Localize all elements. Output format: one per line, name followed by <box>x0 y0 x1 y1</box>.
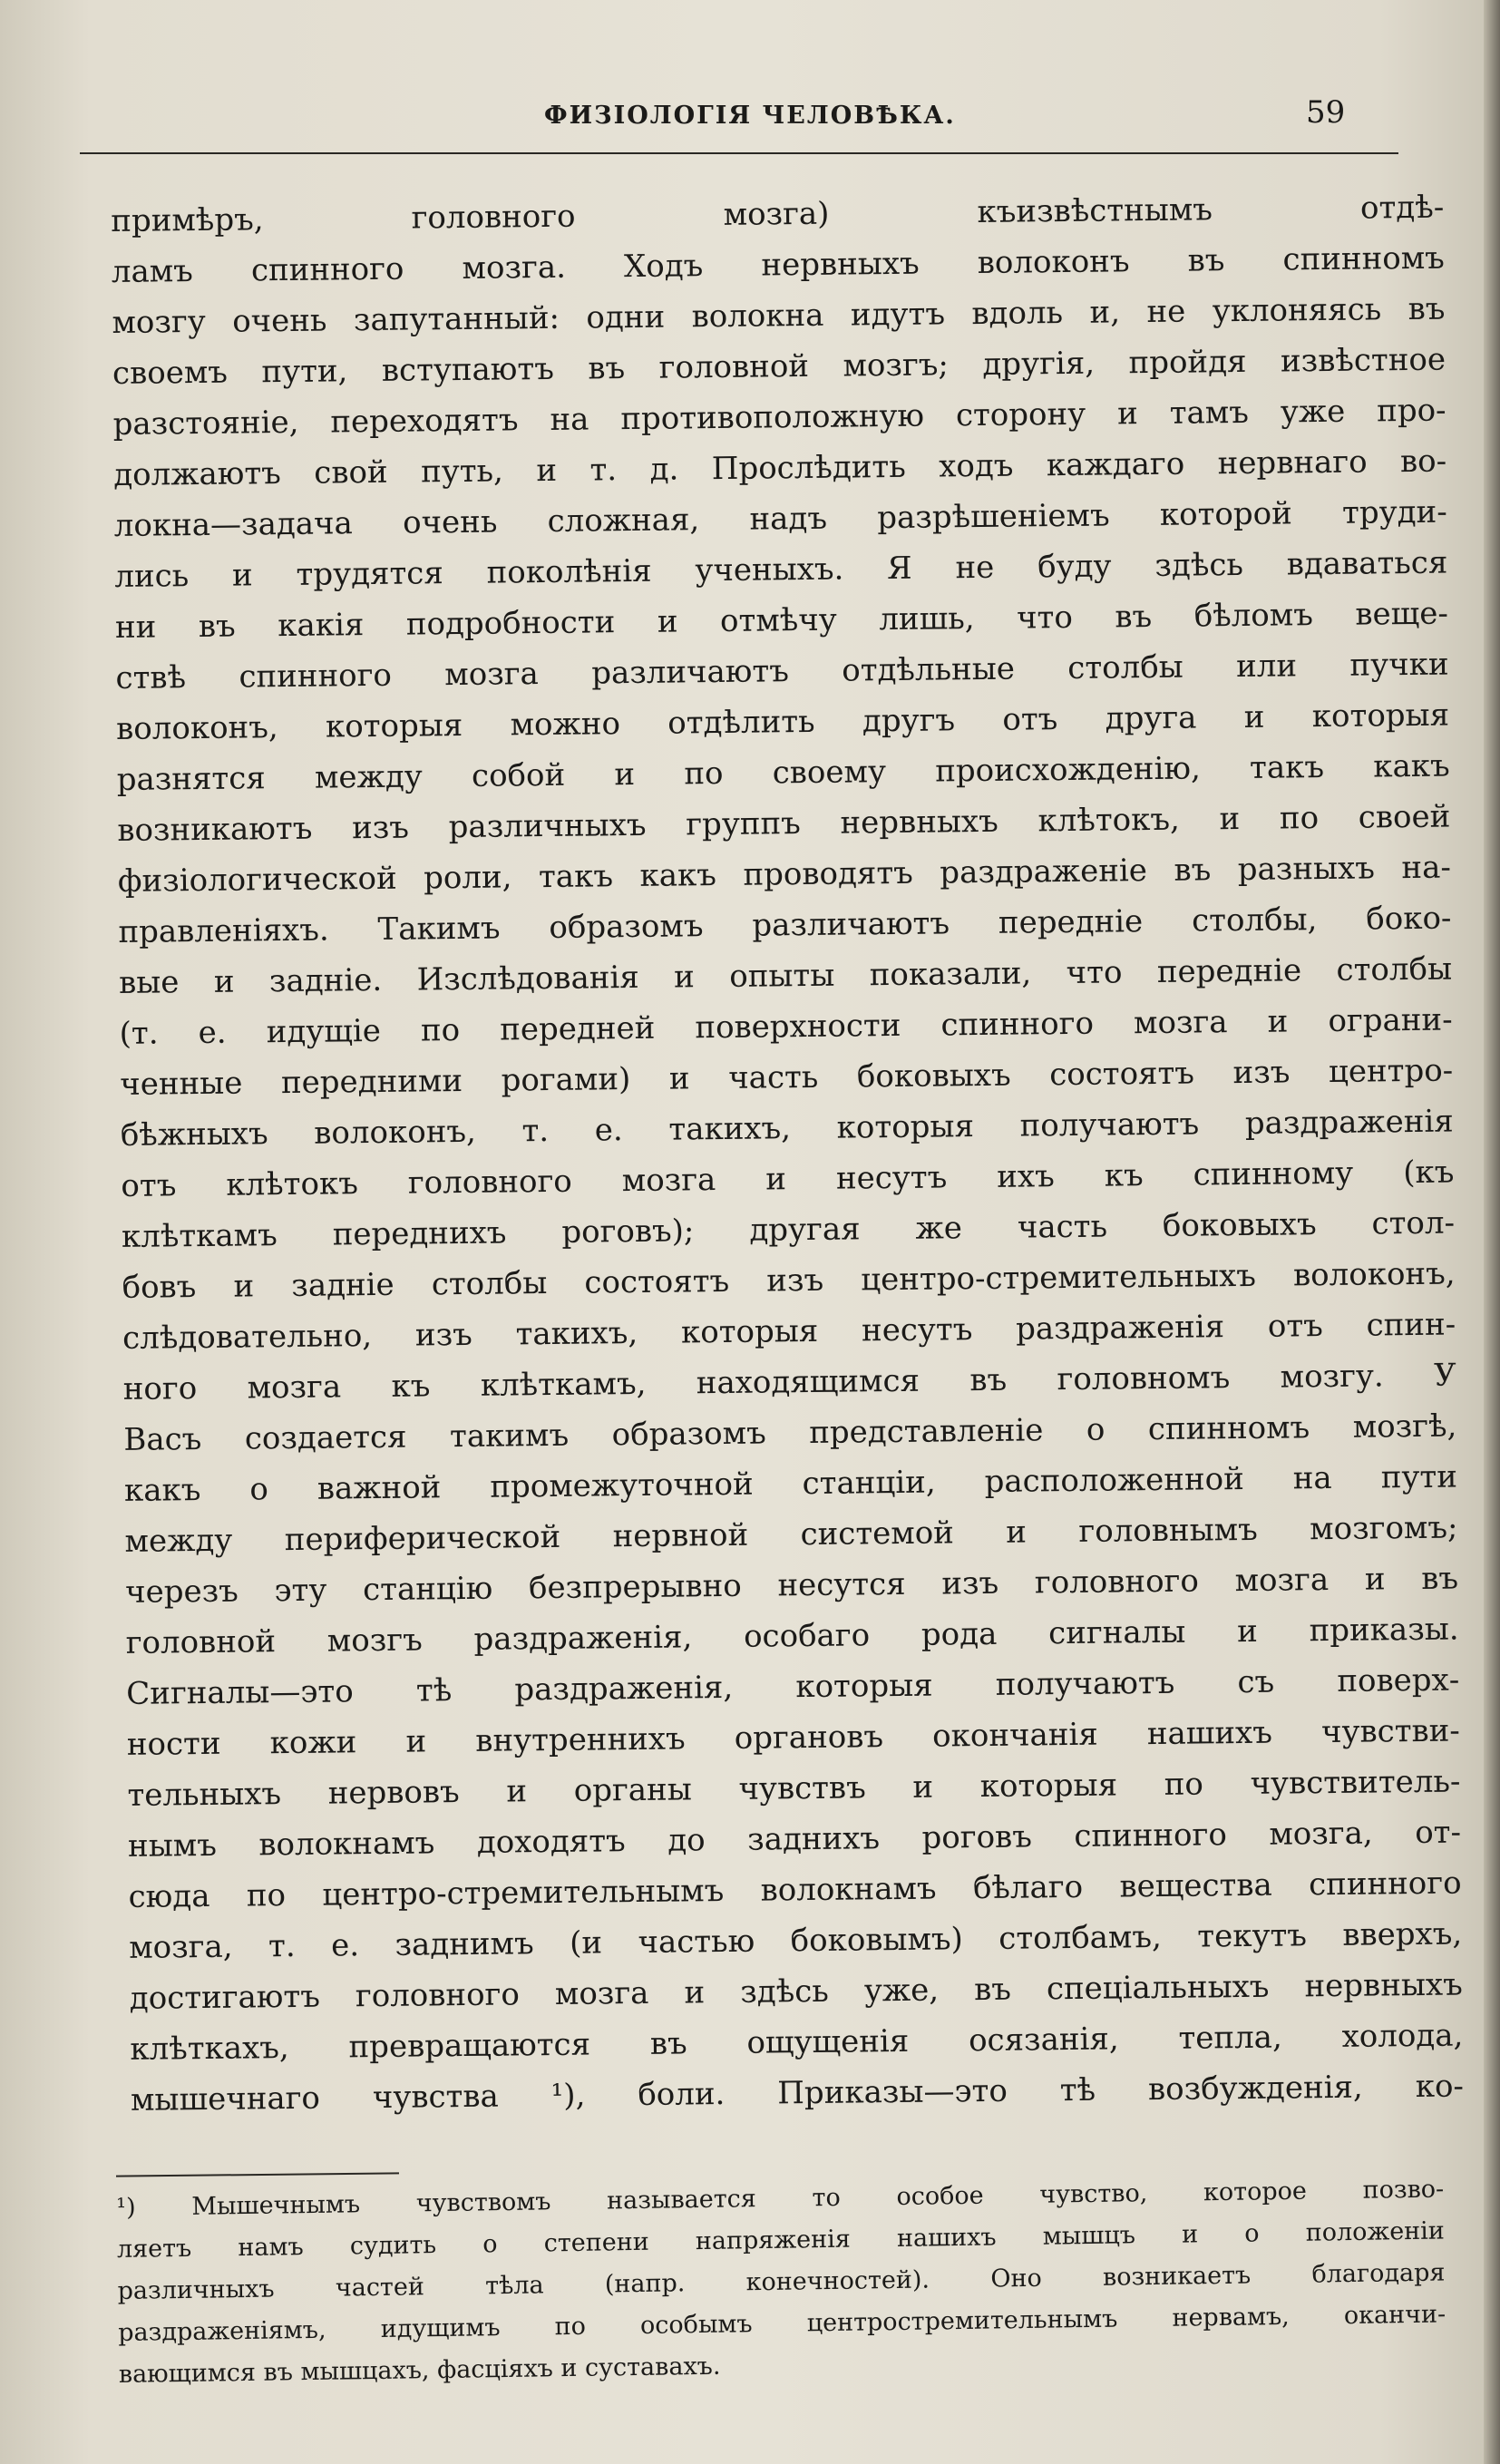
text-line: (т. е. идущіе по передней поверхности спинного мозга и ограни- <box>119 1001 1453 1052</box>
text-line: какъ о важной промежуточной станціи, расположенной на пути <box>123 1458 1458 1509</box>
text-line: нымъ волокнамъ доходятъ до заднихъ роговъ спинного мозга, от- <box>127 1814 1462 1865</box>
text-line: вые и задніе. Изслѣдованія и опыты показали, что передніе столбы <box>118 950 1453 1001</box>
footnote-line: различныхъ частей тѣла (напр. конечностей). Оно возникаетъ благодаря <box>117 2258 1446 2305</box>
text-line: мозга, т. е. заднимъ (и частью боковымъ) столбамъ, текутъ вверхъ, <box>129 1915 1463 1966</box>
text-line: черезъ эту станцію безпрерывно несутся изъ головного мозга и въ <box>124 1560 1459 1611</box>
text-line: ности кожи и внутреннихъ органовъ окончанія нашихъ чувстви- <box>126 1712 1461 1763</box>
text-line: клѣткахъ, превращаются въ ощущенія осязанія, тепла, холода, <box>130 2017 1464 2068</box>
text-line: лись и трудятся поколѣнія ученыхъ. Я не буду здѣсь вдаваться <box>114 544 1448 595</box>
text-line: разнятся между собой и по своему происхожденію, такъ какъ <box>116 747 1450 798</box>
text-line: физіологической роли, такъ какъ проводятъ раздраженіе въ разныхъ на- <box>117 849 1452 900</box>
text-line: клѣткамъ переднихъ роговъ); другая же часть боковыхъ стол- <box>121 1204 1456 1255</box>
text-line: мозгу очень запутанный: одни волокна идутъ вдоль и, не уклоняясь въ <box>112 290 1446 341</box>
text-line: ченные передними рогами) и часть боковыхъ состоятъ изъ центро- <box>120 1052 1454 1103</box>
text-line: тельныхъ нервовъ и органы чувствъ и которыя по чувствитель- <box>127 1763 1461 1814</box>
footnote-line: ляетъ намъ судить о степени напряженія нашихъ мышцъ и о положеніи <box>116 2216 1446 2264</box>
text-line: бовъ и задніе столбы состоятъ изъ центро-стремительныхъ волоконъ, <box>122 1255 1456 1306</box>
text-line: правленіяхъ. Такимъ образомъ различаютъ передніе столбы, боко- <box>118 900 1452 950</box>
running-title: ФИЗІОЛОГІЯ ЧЕЛОВѢКА. <box>544 102 956 130</box>
text-line: сюда по центро-стремительнымъ волокнамъ бѣлаго вещества спинного <box>128 1865 1462 1915</box>
footnote-line: раздраженіямъ, идущимъ по особымъ центростремительнымъ нервамъ, оканчи- <box>118 2300 1446 2347</box>
text-line: Васъ создается такимъ образомъ представленіе о спинномъ мозгѣ, <box>123 1407 1457 1458</box>
page-header <box>80 91 1398 158</box>
text-line: Сигналы—это тѣ раздраженія, которыя получаютъ съ поверх- <box>126 1661 1460 1712</box>
text-line: возникаютъ изъ различныхъ группъ нервныхъ клѣтокъ, и по своей <box>117 798 1451 849</box>
text-line: разстояніе, переходятъ на противоположную сторону и тамъ уже про- <box>112 392 1446 443</box>
text-line: примѣръ, головного мозга) къизвѣстнымъ отдѣ- <box>111 189 1445 239</box>
text-line: локна—задача очень сложная, надъ разрѣшеніемъ которой труди- <box>113 493 1447 544</box>
text-line: достигаютъ головного мозга и здѣсь уже, въ спеціальныхъ нервныхъ <box>129 1966 1463 2017</box>
page-binding-edge <box>1484 0 1500 2464</box>
text-line: волоконъ, которыя можно отдѣлить другъ отъ друга и которыя <box>115 696 1450 747</box>
text-line: ни въ какія подробности и отмѣчу лишь, что въ бѣломъ веще- <box>114 595 1449 646</box>
footnote-line: вающимся въ мышцахъ, фасціяхъ и суставахъ. <box>118 2352 721 2389</box>
page-number: 59 <box>1306 94 1346 131</box>
text-line: отъ клѣтокъ головного мозга и несутъ ихъ къ спинному (къ <box>121 1154 1455 1204</box>
text-line: ламъ спинного мозга. Ходъ нервныхъ волоконъ въ спинномъ <box>111 239 1446 290</box>
footnote <box>116 2169 1446 2396</box>
header-rule <box>80 152 1398 154</box>
text-line: должаютъ свой путь, и т. д. Прослѣдить ходъ каждаго нервнаго во- <box>113 443 1447 493</box>
body-text <box>111 182 1464 2126</box>
text-line: между периферической нервной системой и головнымъ мозгомъ; <box>124 1509 1458 1560</box>
text-line: своемъ пути, вступаютъ въ головной мозгъ; другія, пройдя извѣстное <box>112 341 1446 392</box>
footnote-rule <box>116 2172 399 2177</box>
text-line: ствѣ спинного мозга различаютъ отдѣльные столбы или пучки <box>115 646 1449 696</box>
text-line: ного мозга къ клѣткамъ, находящимся въ головномъ мозгу. У <box>122 1357 1456 1407</box>
text-line: мышечнаго чувства ¹), боли. Приказы—это тѣ возбужденія, ко- <box>130 2068 1465 2118</box>
text-line: головной мозгъ раздраженія, особаго рода сигналы и приказы. <box>125 1611 1459 1661</box>
footnote-line: ¹) Мышечнымъ чувствомъ называется то особое чувство, которое позво- <box>116 2175 1445 2222</box>
text-line: бѣжныхъ волоконъ, т. е. такихъ, которыя получаютъ раздраженія <box>120 1103 1454 1154</box>
text-line: слѣдовательно, изъ такихъ, которыя несутъ раздраженія отъ спин- <box>122 1306 1456 1357</box>
